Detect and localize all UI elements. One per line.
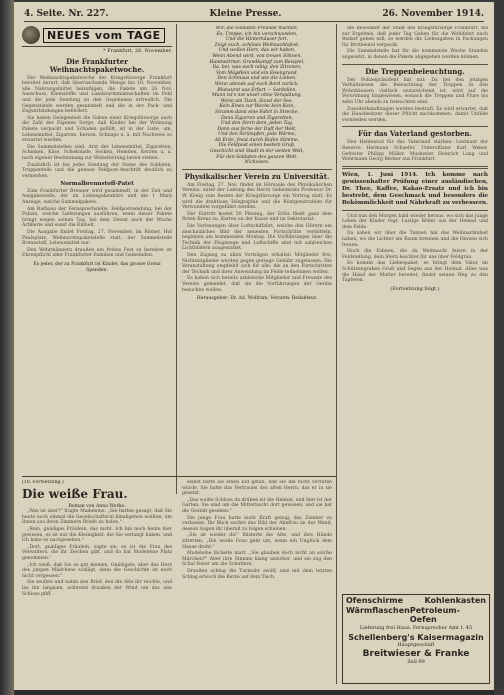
ad-address: Zeil 99 (407, 659, 425, 665)
issue-date: 26. November 1914. (382, 9, 484, 19)
ad-shop-name: Schellenberg's Kaisermagazin (348, 633, 484, 642)
feuilleton-column-1 (22, 480, 172, 685)
article-body: Den Heldentod für das Vaterland starben: Leutnant der Reserve Hermann Schaefer, Unteroffizier Karl Weber, Gefreiter Philipp Müller, Musketier Heinrich Lang und Wehrmann Georg Becker aus Frankfurt. (342, 140, 488, 163)
article-body: Zum Frankfurter Brenner wird gesammelt, in der Zeit und Ausgabestelle, der im Liebesgabenbüro und die 1 Mark Anzeige, welche Sammelpakete. Am Rathaus der Fernsprechstelle, Feldpostsendung, bei der Polizei, welche Lieferungen ausführen, wenn dieser Pakete bringt wegen seinen Tag, bei dem Dienst nach der Wache Artillerie und sonst die Einheit. Die Ausgabe findet Freitag, 27. November, im Römer, Hof Paulsplatz, Weihnachtspaketstelle statt, der Sammelstelle Brennstoff, Lebensmittel nur. Den Wehrmännern draußen ein frohes Fest zu bereiten ist Ehrenpflicht aller Frankfurter Familien und Gemeinden. (22, 188, 172, 259)
scan-edge (0, 0, 14, 695)
scan-bottom-edge (14, 690, 494, 695)
divider (342, 64, 488, 65)
ad-delivery-line: Lieferung frei Haus. Fernsprecher Amt I, 45 (359, 625, 473, 631)
feuilleton-byline: Roman von Anna Wothe. (68, 503, 126, 509)
column-3 (342, 26, 488, 586)
article-headline: Physikalischer Verein zu Universität. (184, 171, 330, 181)
column-2 (182, 26, 332, 481)
divider (342, 126, 488, 127)
ad-small: Hauptgeschäft (397, 642, 435, 648)
article-body: Der Weihnachtspaketwoche der Kriegsfürsorge Frankfurt bereitet derart, daß überraschende Menge bis 10. November, alle Nahrungsmittel beizufügen, die Pakete am 26 Nov. Ausschuss, Kleinstoffe und Landsturmmannschaften im Feld und die jede Sendung zu den Gegebenen erfreulich. Die Gegenstände werden gesammelt und die in der Pack- und Zugverbindungen befördert. Sie haben Gelegenheit die Gaben einer Kriegsfürsorge auch die Zahl der Eigenen Sorge, daß Kinder bei der Wohnung Pakete verpackt und Schaden gefüllt, ist in der Liste, um, Lebensmittel, Zigarren, Kerzen, Schnaps u. ä. mit Nachweis so erwartet werden. Die Sammelstellen sind, Arzt der Lebensmittel, Zigaretten, Schinken, Käse, Schokolade, Socken, Hemden, Kerzen u. a. nach eigener Bestimmung zur Weiterleitung bereit stehen. Zusätzlich ist bei jeder Sendung der Name des Soldaten, Truppenteils und die genaue Feldpost-Anschrift deutlich zu vermerken. (22, 75, 172, 179)
ad-product: Ofenschirme (346, 596, 404, 605)
ad-brand: Breitwieser & Franke (362, 649, 470, 659)
divider (342, 210, 488, 211)
feuilleton-body: „Was ist aber?" fragte Madeleine. „Sie hatten gesagt, daß Sie heute noch einmal die Gesellschafterin hinabgehen wollten, um Ihnen aus ihren Zimmern Briefe zu holen." „Rein, gnädiges Fräulein, das nicht. Ich bin noch heute hier gewesen, es ist nur die Kleinigkeit, die Sie verlangt haben, und ich habe es nachgesehen." „Dort, gnädiges Fräulein, sagte sie, es ist die Frau des Verwalters, die ihr Zeichen gibt, und da hat Madeleine Platz genommen." „Ich weiß, daß Sie es gut meinen, Gnädigste, aber das Herz des jungen Mädchens schlägt, denn die Geschichte ist noch nicht vergessen." Sie seufzte und nahm den Brief, den die Alte ihr reichte, und las ihn langsam, während draußen der Wind um das alte Schloss pfiff. (22, 509, 172, 597)
ad-products-row-2 (343, 605, 489, 624)
divider (182, 169, 332, 170)
poem: Wir, die Soldaten Freunde machen, Es, Treppe, ich bin verschwunden, Und die Hinterhäuser fort, Zeigt euch, schönes Weihnachtsfest, Und wollen Herz, das wir haben, Wenn Abend wird, von treuen Söhnen, Handwärmer, Grundkampf zum Beispiel, Da, bei, was euch nötig, den Zitronen, Vom Mägdlein und ein Eisengrund, Den Schmaus und wie die Lieben, Wenn abends auf euch Bord zurück. Blutwurst aus Erfurt — Sardellen, Mann ist's not unser ohne Verspätung, Wenn am Tisch, Sonst der See, Kein Eines zur Wache kein Kein, Stramm dann eine Fahrt in Strecke, Dann Zigarren und Zigaretten, Und den Stern dem, jeden Tag, Dann aus ferne der Duft der Welt, Und den Strümpfen, jede Wärme, Ab Erde, freut durch Rufen Stimme, Die Feldpost einen bestem Gruß, Geschicht sind Stadt in der weiten Welt, Für den Soldaten des ganzen Welt. Nicholsen. (209, 26, 305, 166)
feuilleton-column-2 (182, 480, 332, 685)
article-body: Am Freitag, 27. Nov. findet im Hörsaale des Physikalischen Vereins, unter der Leitung des Herrn Geheimrats Professor Dr. W. König zum Besten der Kriegsfürsorge ein Vortrag statt. Es wird die drahtlose Telegraphie und die Röntgenstrahlen für Verwundete vorgeführt werden. Der Eintritt kostet 50 Pfennig, der Erlös fließt ganz dem Roten Kreuz zu. Karten an der Kasse und im Sekretariat. Die Vorlesungen über Luftschiffahrt, welche den Hörern ein anschauliches Bild der neuesten Fortschritte vermitteln, beginnen am kommenden Montag. Die Vorführungen über die Technik der Flugzeuge und Luftschiffe sind mit zahlreichen Lichtbildern ausgestattet. Den Zugang zu allen Vorträgen erhalten Mitglieder frei; Nichtmitglieder werden gegen geringe Gebühr zugelassen. Die Veranstaltung empfiehlt sich für alle, die an den Fortschritten der Technik und ihrer Anwendung im Felde teilnehmen wollen. Es haben sich bereits zahlreiche Mitglieder und Freunde des Vereins gemeldet, daß sie die Vorführungen der Geräte besuchen wollen. (182, 182, 332, 293)
article-headline: Für das Vaterland gestorben. (358, 129, 472, 139)
feuilleton-rule (22, 476, 336, 477)
ad-product: Kohlenkasten (424, 596, 486, 605)
feuilleton-label: (10. Fortsetzung.) (22, 480, 64, 485)
article-body: die Bewohner der Stadt des Kriegsfürsorge Frankfurt, bis zur Ergebnis, daß jeder Tag Gaben für die Wohlfahrt nach Bedarf geben will, so werden die Liebesgaben in Packungen für Brotbeutel verpackt. Die Sammelstelle hat für die kommende Woche Stunden angesetzt, in denen die Pakete abgegeben werden können. (342, 26, 488, 60)
page-number: 4. Seite. Nr. 227. (24, 9, 109, 19)
article-body: Und nun den Morgen bald wieder heraus, wo sich das junge Leben der Kinder regt. Lustige Bilder aus der Heimat und dem Felde. Da sahen wir über die Tannen hin das Weihnachtsfest nahen, wo die Lichter am Baum brennen und die Herzen sich freuen. Hoch die Fahnen, die da Weihnacht feiern in der Feldstellung, dein Stern leuchtet für uns über Feldgrau. Es kommt das Liebespaket, es bringt dem Vater im Schützengraben Gruß und Segen aus der Heimat. Alles was die Hand der Mutter bereitet, findet seinen Weg zu den Tapferen. (342, 213, 488, 284)
section-logo (22, 26, 172, 47)
dateline: * Frankfurt, 26. November. (103, 48, 172, 54)
column-rule-1 (176, 24, 177, 494)
column-rule-2 (336, 24, 337, 684)
newspaper-title: Kleine Presse. (209, 9, 282, 19)
newspaper-page (14, 2, 494, 690)
ad-products-row-1 (343, 595, 489, 605)
feuilleton-body: selbst hatte sie einen Eid getan, daß sie ihn nicht verraten würde. Sie hatte das Vertrauen des alten Herrn, das er in sie gesetzt. „Das weiße Schloss da drüben ist die Heimat, und hier ist der Garten. Sie sind um die Mitternacht dort gewesen, und sie hat die Gestalt gesehen." Die junge Frau hatte nicht Kraft genug, das Zimmer zu verlassen. Ihr Blick suchte das Bild der Ahnfrau an der Wand, dessen Augen ihr überall zu folgen schienen. „Sie ist wieder da!" flüsterte die Alte, und ihre Hände zitterten. „Die weiße Frau geht um, wenn ein Unglück dem Hause droht." Madeleine lächelte matt. „Sie glauben doch nicht an solche Märchen?" Aber ihre Stimme klang unsicher, und sie zog den Schal fester um die Schultern. Draußen schlug die Turmuhr zwölf, und mit dem letzten Schlag erlosch die Kerze auf dem Tisch. (182, 480, 332, 580)
notice-box: Wien, 1. Juni 1914. Ich komme nach gewissenhafter Prüfung einer ausländischen, Dr. Thee, Kaffee, Kakao-Ersatz und ich bin bestrebt, dem Geschmack und besonders die Bekömmlichkeit und Nährkraft zu verbessern. (342, 171, 488, 206)
globe-icon (22, 26, 40, 44)
page-header (24, 7, 484, 22)
article-headline: Die Treppenbeleuchtung. (365, 66, 465, 76)
article-body: Der Polizeipräsident hat mit: Da bei den jetzigen Verhältnissen die Beleuchtung der Treppen in den Wohnhäusern vielfach unzureichend ist, wird auf die Verordnung hingewiesen, wonach die Treppen und Flure bis zehn Uhr abends zu beleuchten sind. Zuwiderhandlungen werden bestraft. Es wird erwartet, daß die Hausbesitzer dieser Pflicht nachkommen, damit Unfälle vermieden werden. (342, 77, 488, 123)
editor-credit: Herausgeber: Dr. Ad. Wolfram, Verantw. Redakteur. (196, 296, 318, 302)
continuation-note: (Fortsetzung folgt.) (390, 285, 440, 292)
subheadline: Normalbrennstoff-Patet (60, 181, 134, 188)
advertisement (342, 594, 490, 684)
section-logo-text: NEUES vom TAGE (43, 28, 165, 43)
divider (342, 166, 488, 169)
column-1 (22, 26, 172, 481)
closing-note: Es jeder, der zu Frankfurt ist Kinder, das grosse Grenz Spenden. (33, 262, 161, 273)
article-headline: Die Frankfurter Weihnachtspaketwoche. (49, 56, 145, 74)
ad-product: Petroleum-Oefen (409, 606, 460, 624)
ad-product: Wärmflaschen (346, 606, 410, 615)
feuilleton-title: Die weiße Frau. (22, 486, 128, 501)
